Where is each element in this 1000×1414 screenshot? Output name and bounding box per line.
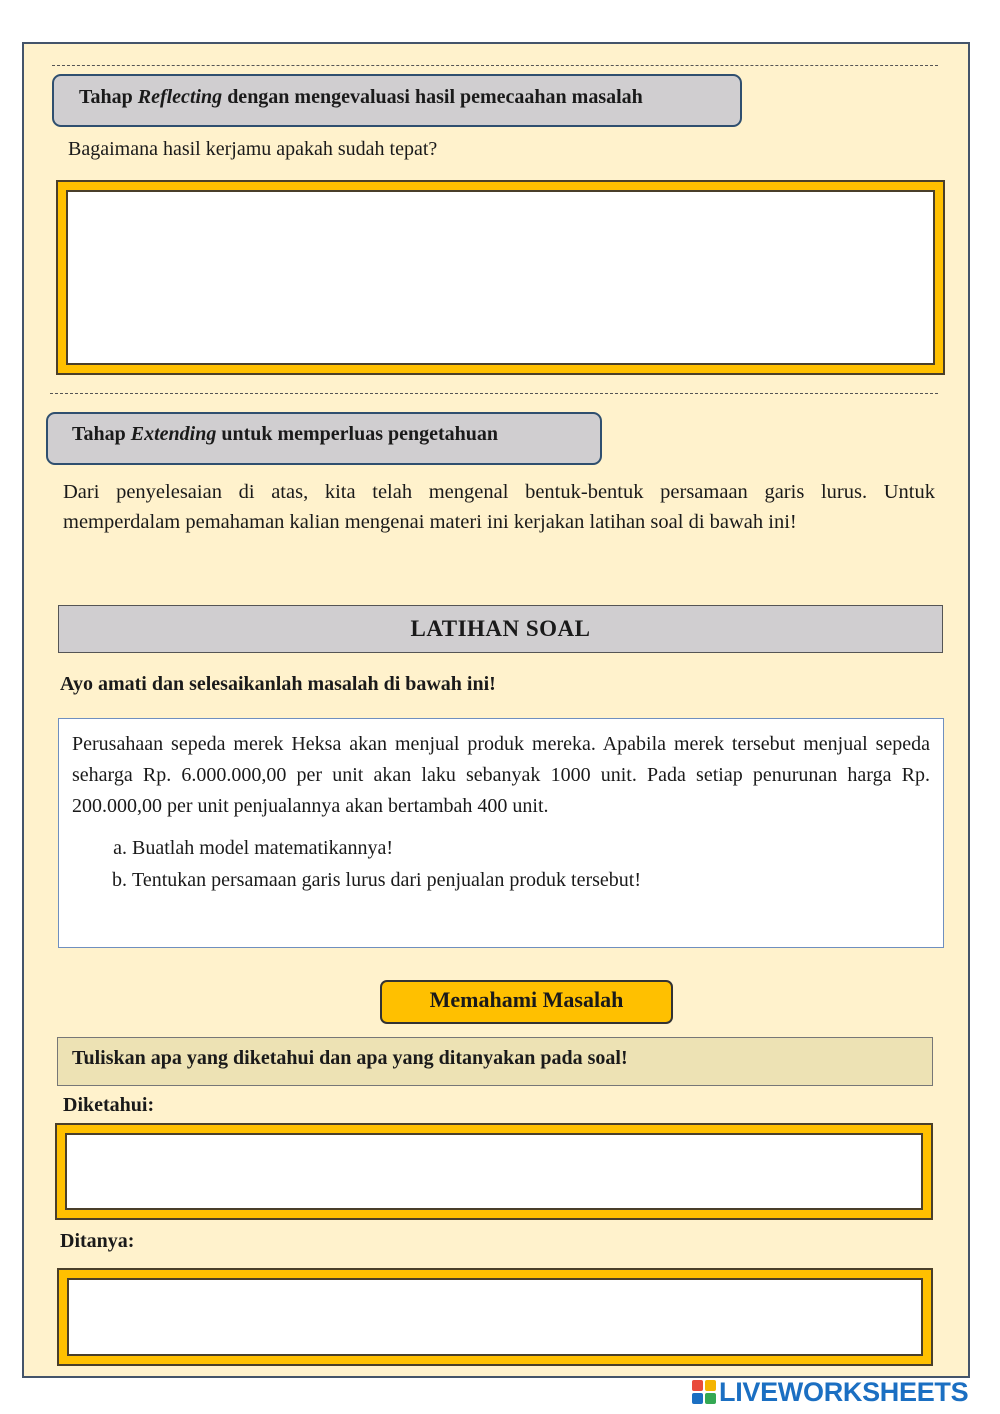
problem-box [58,718,944,948]
diketahui-input[interactable] [67,1135,921,1208]
dashed-divider-top [52,65,938,66]
reflecting-header [52,74,742,127]
extending-description-line-1: Dari penyelesaian di atas, kita telah mengenal bentuk-bentuk persamaan garis lurus. Untuk [63,481,935,503]
ditanya-answer-box [57,1268,933,1366]
ditanya-label: Ditanya: [60,1230,135,1252]
problem-item-b: b. Tentukan persamaan garis lurus dari penjualan produk tersebut! [132,864,930,896]
reflecting-answer-box [56,180,945,375]
problem-list [72,832,930,896]
reflecting-header-suffix: dengan mengevaluasi hasil pemecaahan masalah [227,86,643,108]
ditanya-input[interactable] [69,1280,921,1354]
extending-description-line-2: memperdalam pemahaman kalian mengenai materi ini kerjakan latihan soal di bawah ini! [63,511,797,533]
dashed-divider-middle [50,393,938,394]
extending-header-prefix: Tahap [72,423,126,445]
latihan-instruction: Ayo amati dan selesaikanlah masalah di bawah ini! [60,673,496,695]
problem-item-a: a. Buatlah model matematikannya! [132,832,930,864]
reflecting-question: Bagaimana hasil kerjamu apakah sudah tepat? [68,138,438,160]
diketahui-answer-area [65,1133,923,1210]
memahami-masalah-header: Memahami Masalah [380,980,673,1024]
memahami-instruction: Tuliskan apa yang diketahui dan apa yang ditanyakan pada soal! [57,1037,933,1086]
problem-text: Perusahaan sepeda merek Heksa akan menjual produk mereka. Apabila merek tersebut menjual sepeda seharga Rp. 6.000.000,00 per unit akan laku sebanyak 1000 unit. Pada setiap penurunan harga Rp. 200.000,00 per unit penjualannya akan bertambah 400 unit. [72,733,930,817]
diketahui-answer-box [55,1123,933,1220]
liveworksheets-logo-icon [692,1380,716,1404]
extending-description [63,477,935,537]
reflecting-header-emphasis: Reflecting [137,86,223,108]
extending-header [46,412,602,465]
reflecting-header-prefix: Tahap [79,86,133,108]
reflecting-answer-input[interactable] [68,192,933,363]
latihan-soal-title: LATIHAN SOAL [58,605,943,653]
diketahui-label: Diketahui: [63,1094,155,1116]
reflecting-answer-area [66,190,935,365]
ditanya-answer-area [67,1278,923,1356]
liveworksheets-logo-text: LIVEWORKSHEETS [719,1376,969,1407]
extending-header-emphasis: Extending [130,423,217,445]
liveworksheets-logo [692,1376,968,1408]
extending-header-suffix: untuk memperluas pengetahuan [221,423,499,445]
